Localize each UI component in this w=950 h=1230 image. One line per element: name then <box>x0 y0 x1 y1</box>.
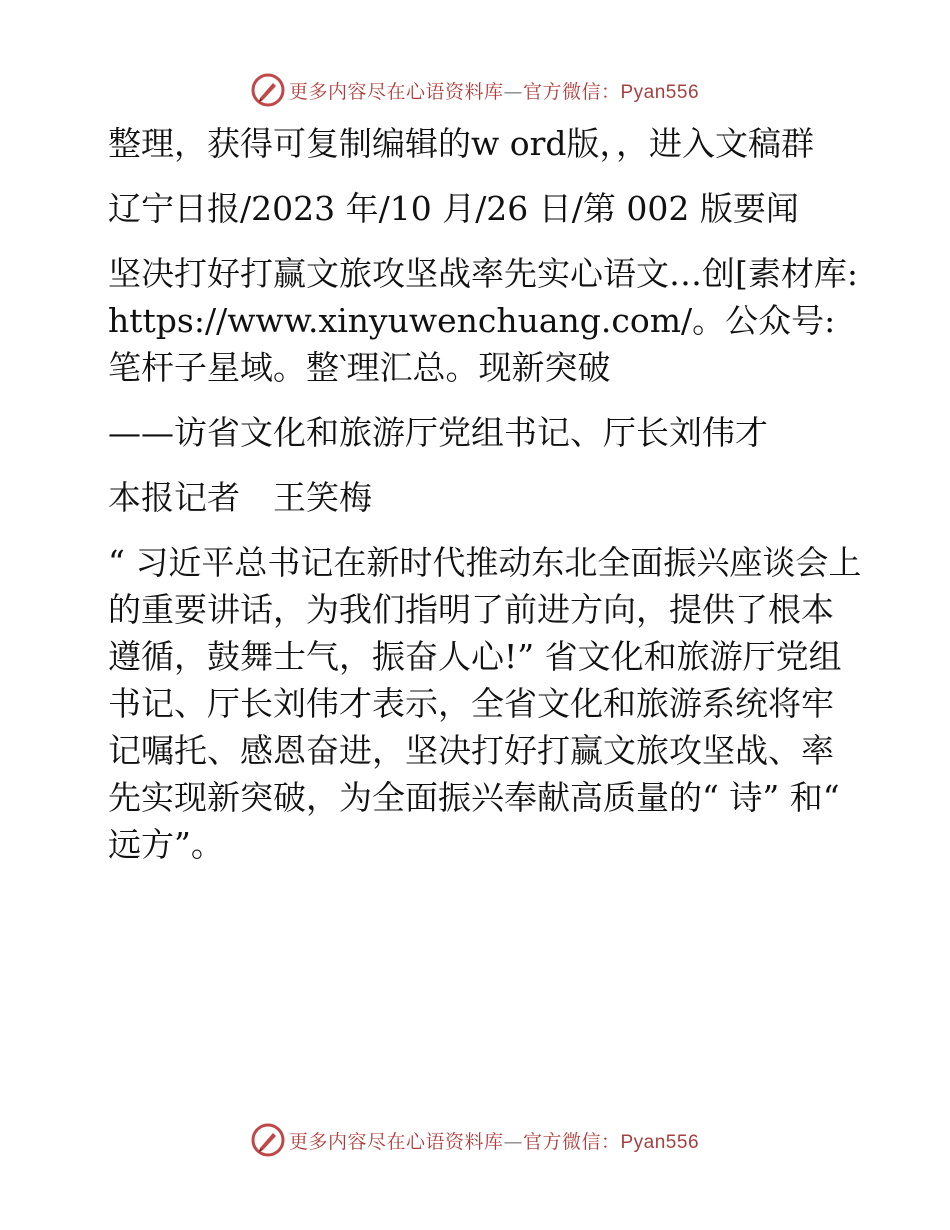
source-line: 辽宁日报/2023 年/10 月/26 日/第 002 版要闻 <box>108 189 799 228</box>
header-watermark-banner <box>0 70 950 110</box>
footer-watermark-banner <box>0 1120 950 1160</box>
watermark-wechat-id: Pyan556 <box>620 1131 700 1153</box>
watermark-wechat-label: 官方微信： <box>522 80 621 103</box>
watermark-separator: — <box>503 80 523 103</box>
byline: 本报记者 王笑梅 <box>108 478 372 517</box>
intro-line: 整理，获得可复制编辑的w ord版，，进入文稿群 <box>108 124 815 163</box>
watermark-brand: 更多内容尽在心语资料库 <box>288 1130 504 1153</box>
article-body <box>96 120 869 886</box>
watermark-text <box>289 1127 699 1154</box>
article-subtitle: ——访省文化和旅游厅党组书记、厅长刘伟才 <box>108 413 768 452</box>
body-paragraph: “ 习近平总书记在新时代推动东北全面振兴座谈会上的重要讲话，为我们指明了前进方向，提供了根本遵循，鼓舞士气，振奋人心!” 省文化和旅游厅党组书记、厅长刘伟才表示，全省文化和旅游系统将牢记嘱托、感恩奋进，坚决打好打赢文旅攻坚战、率先实现新突破，为全面振兴奉献高质量的“ 诗” 和“ 远方”。 <box>108 543 862 864</box>
watermark-separator: — <box>503 1130 523 1153</box>
watermark-wechat-id: Pyan556 <box>620 81 700 103</box>
pen-logo-icon <box>251 73 285 107</box>
watermark-text <box>289 77 699 104</box>
watermark-wechat-label: 官方微信： <box>522 1130 621 1153</box>
article-title: 坚决打好打赢文旅攻坚战率先实心语文…创[素材库: https://www.xinyuwenchuang.com/。公众号: 笔杆子星域。整‵理汇总。现新突破 <box>108 254 869 387</box>
pen-logo-icon <box>251 1123 285 1157</box>
watermark-brand: 更多内容尽在心语资料库 <box>288 80 504 103</box>
